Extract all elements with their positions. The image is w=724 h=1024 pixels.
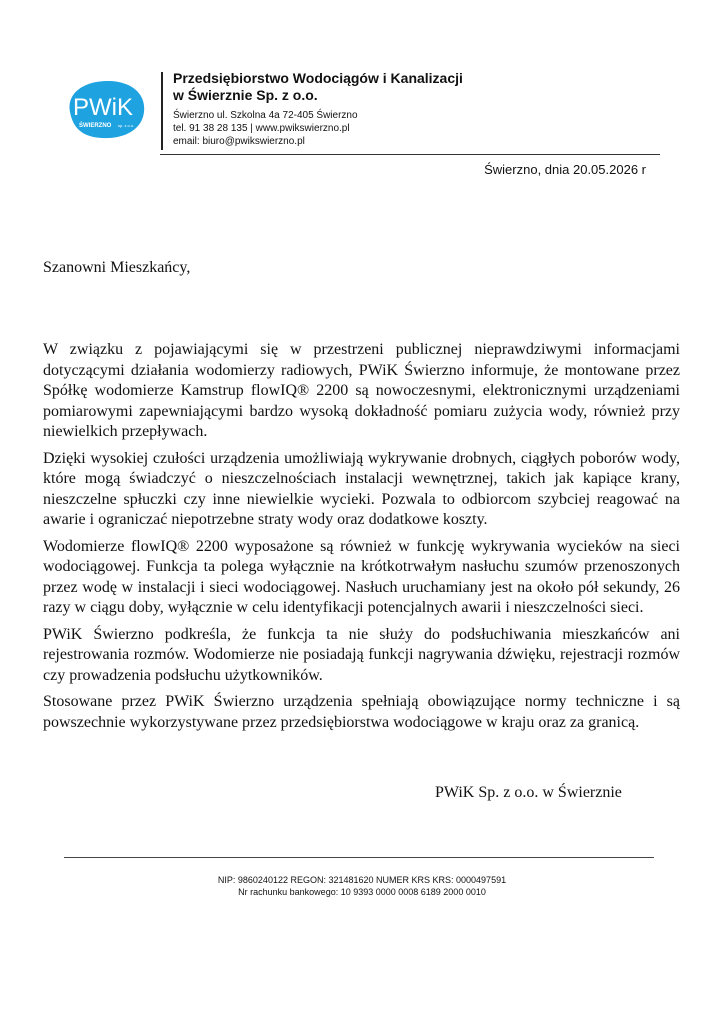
- paragraph: PWiK Świerzno podkreśla, że funkcja ta nie służy do podsłuchiwania mieszkańców ani rejestrowania rozmów. Wodomierze nie posiadają funkcji nagrywania dźwięku, rejestracji rozmów czy prowadzenia podsłuchu użytkowników.: [43, 625, 680, 684]
- signature: PWiK Sp. z o.o. w Świerznie: [435, 784, 622, 801]
- paragraph: Wodomierze flowIQ® 2200 wyposażone są również w funkcję wykrywania wycieków na sieci wodociągowej. Funkcja ta polega wyłącznie na krótkotrwałym nasłuchu szumów przenoszonych przez wodę w instalacji i sieci wodociągowej. Nasłuch uruchamiany jest na około pół sekundy, 26 razy w ciągu doby, wyłącznie w celu identyfikacji potencjalnych awarii i nieszczelności sieci.: [43, 537, 680, 616]
- footer-bank-account: Nr rachunku bankowego: 10 9393 0000 0008 6189 2000 0010: [238, 887, 486, 897]
- paragraph: Dzięki wysokiej czułości urządzenia umożliwiają wykrywanie drobnych, ciągłych poborów wody, które mogą świadczyć o nieszczelnościach instalacji wewnętrznej, takich jak kapiące krany, nieszczelne spłuczki czy inne niewielkie wycieki. Pozwala to odbiorcom szybciej reagować na awarie i ograniczać niepotrzebne straty wody oraz dodatkowe koszty.: [43, 449, 680, 528]
- letterhead: [62, 70, 662, 160]
- company-info: [173, 70, 463, 148]
- logo-main-text: PWiK: [73, 94, 133, 121]
- company-name-line2: w Świerznie Sp. z o.o.: [173, 87, 318, 103]
- header-rule: [160, 154, 660, 155]
- footer-rule: [64, 857, 654, 858]
- logo-sub-small-text: sp. z o.o.: [118, 123, 135, 128]
- company-email: email: biuro@pwikswierzno.pl: [173, 136, 305, 147]
- company-name-line1: Przedsiębiorstwo Wodociągów i Kanalizacji: [173, 70, 463, 86]
- header-divider: [161, 72, 163, 150]
- letter-date: Świerzno, dnia 20.05.2026 r: [484, 162, 646, 177]
- pwik-logo: [62, 78, 148, 140]
- company-address: Świerzno ul. Szkolna 4a 72-405 Świerzno: [173, 110, 358, 121]
- paragraph: W związku z pojawiającymi się w przestrzeni publicznej nieprawdziwymi informacjami dotyczącymi działania wodomierzy radiowych, PWiK Świerzno informuje, że montowane przez Spółkę wodomierze Kamstrup flowIQ® 2200 są nowoczesnymi, elektronicznymi urządzeniami pomiarowymi zapewniającymi bardzo wysoką dokładność pomiaru zużycia wody, również przy niewielkich przepływach.: [43, 341, 680, 440]
- greeting: Szanowni Mieszkańcy,: [43, 259, 191, 276]
- logo-sub-text: ŚWIERZNO: [79, 123, 112, 129]
- paragraph: Stosowane przez PWiK Świerzno urządzenia spełniają obowiązujące normy techniczne i są powszechnie wykorzystywane przez przedsiębiorstwa wodociągowe w kraju oraz za granicą.: [43, 693, 680, 731]
- company-contact: tel. 91 38 28 135 | www.pwikswierzno.pl: [173, 123, 350, 134]
- footer: [0, 874, 724, 898]
- footer-registry: NIP: 9860240122 REGON: 321481620 NUMER KRS KRS: 0000497591: [217, 875, 507, 885]
- letter-body: [43, 340, 680, 739]
